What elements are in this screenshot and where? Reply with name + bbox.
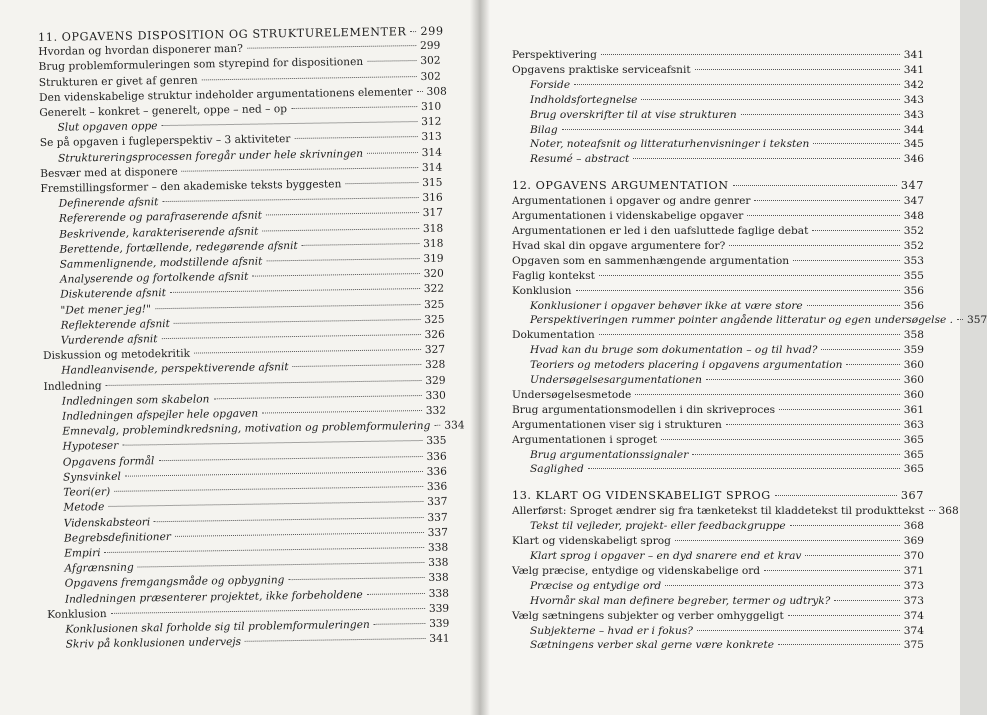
page-number: 358 [903,329,924,342]
entry-title: Sætningens verber skal gerne være konkrete [530,639,775,652]
page-number: 327 [424,343,446,357]
toc-subentry [512,638,924,653]
chapter-number: 11. [38,30,58,44]
page-number: 357 [967,314,987,327]
toc-subentry [512,313,987,328]
dot-leader [788,615,900,616]
dot-leader [692,454,900,455]
dot-leader [266,258,419,261]
entry-title: Klart og videnskabeligt sprog [512,535,671,548]
page-number: 310 [420,100,442,114]
page-number: 338 [428,587,449,600]
toc-entry [512,504,959,519]
entry-title: Konklusioner i opgaver behøver ikke at være store [530,299,803,312]
page-number: 332 [425,404,447,418]
entry-title: Subjekterne – hvad er i fokus? [530,624,693,637]
entry-title: Vælg sætningens subjekter og verber omhyggeligt [512,609,784,622]
page-number: 352 [903,239,924,252]
page-number: 341 [429,632,450,646]
page-number: 339 [429,617,450,630]
page-number: 317 [422,207,444,220]
page-number: 346 [903,153,924,166]
entry-title: Refererende og parafraserende afsnit [58,209,263,226]
dot-leader [106,380,422,386]
dot-leader [288,577,424,580]
toc-subentry [512,123,924,138]
page-number: 302 [420,70,441,83]
page-number: 343 [903,108,924,121]
entry-title: Definerende afsnit [58,196,159,210]
dot-leader [174,319,421,324]
entry-title: Begrebsdefinitioner [63,530,171,545]
entry-title: Konklusionen skal forholde sig til problemformuleringen [65,618,370,636]
page-number: 342 [903,78,924,91]
toc-chapter-heading [512,489,924,504]
page-number: 374 [903,624,924,637]
page-number: 359 [903,344,924,357]
dot-leader [410,31,416,32]
page-number: 335 [426,435,447,448]
dot-leader [588,468,900,469]
dot-leader [957,319,963,320]
page-number: 322 [423,283,445,296]
toc-subentry [512,519,924,534]
entry-title: Emnevalg, problemindkredsning, motivation og problemformulering [62,420,431,438]
toc-entry [512,418,924,433]
page-number: 325 [424,298,445,311]
dot-leader [213,395,421,399]
toc-subentry [512,343,924,358]
toc-entry [512,254,924,269]
dot-leader [367,60,416,62]
page-number: 375 [903,639,924,652]
toc-entry [512,48,924,63]
entry-title: Handleanvisende, perspektiverende afsnit [61,361,289,378]
entry-title: Opgavens fremgangsmåde og opbygning [64,574,285,590]
dot-leader [158,456,422,461]
dot-leader [793,260,900,261]
dot-leader [162,121,418,126]
dot-leader [293,364,421,367]
page-number: 343 [903,93,924,106]
page-number: 341 [903,63,924,76]
dot-leader [434,425,440,426]
dot-leader [726,424,900,425]
page-number: 312 [421,115,442,129]
dot-leader [155,304,420,309]
dot-leader [154,517,423,522]
page-number: 368 [938,505,959,518]
dot-leader [374,623,425,625]
page-number: 315 [422,176,443,190]
page-number: 314 [421,161,443,174]
dot-leader [729,245,900,246]
dot-leader [929,510,935,511]
entry-title: Undersøgelsesmetode [512,388,632,401]
page-number: 341 [903,49,924,61]
toc-subentry [512,137,924,152]
entry-title: Diskussion og metodekritik [43,347,191,363]
page-number: 360 [903,374,924,387]
right-table-of-contents [512,48,987,653]
toc-entry [512,534,924,549]
left-page [0,0,476,715]
entry-title: Brug problemformuleringen som styrepind for dispositionen [38,56,364,74]
entry-title: Undersøgelsesargumentationen [530,374,702,387]
toc-entry [512,209,924,224]
toc-entry [512,224,924,239]
entry-title: Hvad kan du bruge som dokumentation – og til hvad? [530,344,818,357]
page-number: 328 [424,359,446,372]
page-number: 353 [903,254,924,267]
toc-subentry [512,594,924,609]
entry-title: Analyserende og fortolkende afsnit [59,270,249,286]
dot-leader [747,215,899,216]
entry-title: Argumentationen i sproget [512,433,658,446]
entry-title: Præcise og entydige ord [530,579,662,592]
toc-entry [512,403,924,418]
page-number: 368 [903,520,924,533]
entry-title: Besvær med at disponere [40,165,178,180]
entry-title: Empiri [64,546,101,560]
toc-entry [512,328,924,343]
dot-leader [813,143,899,144]
page-number: 374 [903,609,924,622]
dot-leader [821,349,899,350]
dot-leader [194,349,421,354]
dot-leader [778,644,900,645]
page-number: 334 [444,419,465,432]
page-number: 338 [428,556,449,570]
entry-title: Opgaven som en sammenhængende argumentation [512,254,790,267]
dot-leader [122,440,422,446]
entry-title: Perspektiveringen rummer pointer angående litteratur og egen undersøgelse . [530,314,954,327]
entry-title: Argumentationen i opgaver og andre genrer [512,195,751,208]
dot-leader [790,525,900,526]
entry-title: Berettende, fortællende, redegørende afsnit [59,239,298,256]
dot-leader [367,152,418,154]
entry-title: Slut opgaven oppe [57,120,158,134]
dot-leader [105,547,424,553]
toc-entry [512,194,924,209]
page-number: 313 [421,131,442,144]
dot-leader [706,379,900,380]
page-number: 314 [421,146,443,159]
toc-subentry [512,448,924,463]
entry-title: Generelt – konkret – generelt, oppe – ned – op [39,103,288,120]
page-number: 337 [427,495,448,509]
entry-title: Vælg præcise, entydige og videnskabelige ord [512,564,761,577]
page-number: 308 [426,85,447,98]
entry-title: Den videnskabelige struktur indeholder argumentationens elementer [38,85,413,104]
entry-title: Hvornår skal man definere begreber, termer og udtryk? [530,594,831,607]
page-number: 373 [903,579,924,592]
dot-leader [262,410,422,414]
page-number: 319 [423,252,444,266]
entry-title: Teoriers og metoders placering i opgavens argumentation [530,359,843,372]
dot-leader [697,630,900,631]
toc-entry [512,388,924,403]
dot-leader [695,69,900,70]
entry-title: Argumentationen er led i den uafsluttede faglige debat [512,224,809,237]
entry-title: Konklusion [512,284,572,297]
dot-leader [576,290,900,291]
dot-leader [635,394,900,395]
page-number: 299 [419,39,441,53]
page-number: 338 [427,541,449,554]
dot-leader [601,54,900,55]
toc-subentry [512,358,924,373]
dot-leader [367,593,425,595]
page-number: 356 [903,299,924,312]
entry-title: Sammenlignende, modstillende afsnit [59,255,263,271]
toc-subentry [512,299,924,314]
entry-title: Synsvinkel [62,470,121,484]
page-number: 365 [903,433,924,446]
dot-leader [805,555,899,556]
toc-entry [512,433,924,448]
entry-title: Faglig kontekst [512,269,595,282]
entry-title: Argumentationen viser sig i strukturen [512,418,722,431]
dot-leader [807,305,900,306]
toc-subentry [512,152,924,167]
toc-entry [512,284,924,299]
page-number: 336 [426,465,448,478]
page-number: 356 [903,284,924,297]
dot-leader [764,570,900,571]
toc-subentry [512,462,924,477]
entry-title: OPGAVENS DISPOSITION OG STRUKTURELEMENTER [61,25,407,44]
page-number: 367 [900,489,924,503]
toc-entry [512,63,924,78]
toc-entry [512,564,924,579]
entry-title: Brug overskrifter til at vise strukturen [530,108,737,121]
entry-title: Brug argumentationsmodellen i din skriveproces [512,403,776,416]
dot-leader [599,334,900,335]
page-number: 318 [422,222,444,235]
dot-leader [675,540,900,541]
page-number: 360 [903,388,924,401]
entry-title: Hvordan og hvordan disponerer man? [38,42,243,59]
entry-title: Indledningen afspejler hele opgaven [61,407,259,423]
dot-leader [175,532,424,537]
entry-title: Indledning [43,379,102,393]
entry-title: Indholdsfortegnelse [530,93,638,106]
page-number: 339 [428,602,450,615]
page-number: 365 [903,448,924,461]
dot-leader [834,600,899,601]
entry-title: Resumé – abstract [530,153,630,166]
page-number: 363 [903,418,924,431]
entry-title: Dokumentation [512,329,595,342]
entry-title: Bilag [530,123,558,136]
entry-title: Beskrivende, karakteriserende afsnit [59,225,259,241]
entry-title: Forside [530,78,571,91]
toc-chapter-heading [512,179,924,194]
entry-title: OPGAVENS ARGUMENTATION [535,179,729,193]
page-number: 326 [424,328,445,342]
dot-leader [162,197,418,202]
dot-leader [779,409,900,410]
chapter-number: 13. [512,489,532,503]
dot-leader [641,99,899,100]
entry-title: Allerførst: Sproget ændrer sig fra tænketekst til kladdetekst til produkttekst [512,505,925,518]
page-number: 336 [426,480,448,494]
dot-leader [775,495,897,496]
dot-leader [125,471,423,477]
entry-title: Strukturen er givet af genren [38,74,198,89]
entry-title: Se på opgaven i fugleperspektiv – 3 aktiviteter [39,133,291,150]
dot-leader [182,167,418,172]
entry-title: Vurderende afsnit [60,333,158,347]
dot-leader [111,608,425,614]
entry-title: Saglighed [530,463,584,476]
entry-title: Indledningen som skabelon [61,393,210,408]
page-number: 336 [426,450,447,463]
toc-subentry [512,373,924,388]
dot-leader [812,230,899,231]
entry-title: Afgrænsning [64,561,134,575]
dot-leader [247,45,416,49]
dot-leader [262,228,419,231]
entry-title: Noter, noteafsnit og litteraturhenvisninger i teksten [530,138,810,151]
entry-title: Opgavens formål [62,454,155,469]
page-number: 348 [903,210,924,223]
page-number: 316 [422,191,443,205]
entry-title: Indledningen præsenterer projektet, ikke forbeholdene [64,588,363,606]
dot-leader [291,106,417,109]
toc-subentry [512,549,924,564]
toc-entry [512,269,924,284]
page-number: 373 [903,594,924,607]
dot-leader [108,501,423,507]
page-number: 329 [425,374,446,387]
dot-leader [574,84,900,85]
dot-leader [161,334,420,339]
page-number: 337 [427,526,449,539]
page-number: 361 [903,403,924,416]
entry-title: Konklusion [47,607,107,621]
entry-title: Fremstillingsformer – den akademiske teksts byggesten [40,178,342,196]
book-gutter [470,0,490,715]
page-number: 360 [903,359,924,372]
toc-subentry [512,93,924,108]
toc-subentry [512,579,924,594]
dot-leader [252,273,419,277]
page-number: 345 [903,138,924,151]
dot-leader [170,288,420,293]
left-table-of-contents [38,24,465,654]
page-number: 302 [420,55,441,68]
entry-title: Tekst til vejleder, projekt- eller feedbackgruppe [530,520,786,533]
page-number: 371 [903,564,924,577]
dot-leader [733,185,897,186]
entry-title: Struktureringsprocessen foregår under hele skrivningen [57,147,364,165]
dot-leader [633,158,900,159]
page-number: 355 [903,269,924,282]
entry-title: KLART OG VIDENSKABELIGT SPROG [535,489,771,503]
page-number: 352 [903,224,924,237]
dot-leader [417,91,423,92]
chapter-number: 12. [512,179,532,193]
entry-title: Skriv på konklusionen undervejs [65,636,242,651]
page-number: 318 [423,237,444,250]
entry-title: Argumentationen i videnskabelige opgaver [512,210,744,223]
page-number: 330 [425,389,446,402]
entry-title: "Det mener jeg!" [60,302,152,317]
page-number: 325 [424,313,445,326]
dot-leader [302,243,419,246]
page-number: 369 [903,535,924,548]
dot-leader [661,439,900,440]
dot-leader [345,182,418,184]
toc-entry [512,239,924,254]
dot-leader [599,275,900,276]
dot-leader [245,638,425,642]
entry-title: Diskuterende afsnit [60,287,167,302]
entry-title: Videnskabsteori [63,515,151,530]
page-number: 365 [903,463,924,476]
toc-subentry [512,624,924,639]
dot-leader [665,585,900,586]
page-number: 347 [903,195,924,208]
page-number: 299 [420,24,444,38]
dot-leader [754,200,899,201]
entry-title: Hypoteser [62,440,119,454]
entry-title: Metode [63,501,105,514]
entry-title: Teori(er) [63,486,111,499]
dot-leader [266,212,419,215]
page-number: 337 [427,511,448,524]
dot-leader [562,129,900,130]
dot-leader [114,486,423,492]
entry-title: Perspektivering [512,49,597,61]
entry-title: Hvad skal din opgave argumentere for? [512,239,726,252]
dot-leader [741,114,900,115]
entry-title: Opgavens praktiske serviceafsnit [512,63,691,76]
dot-leader [846,364,899,365]
page-number: 320 [423,267,444,281]
dot-leader [294,136,417,139]
entry-title: Reflekterende afsnit [60,317,170,332]
toc-subentry [512,108,924,123]
entry-title: Brug argumentationssignaler [530,448,689,461]
page-number: 347 [900,179,924,193]
toc-subentry [512,78,924,93]
dot-leader [202,76,417,80]
page-number: 338 [428,571,449,585]
dot-leader [138,562,424,568]
page-number: 344 [903,123,924,136]
entry-title: Klart sprog i opgaver – en dyd snarere end et krav [530,550,802,562]
page-number: 370 [903,550,924,562]
toc-entry [512,609,924,624]
